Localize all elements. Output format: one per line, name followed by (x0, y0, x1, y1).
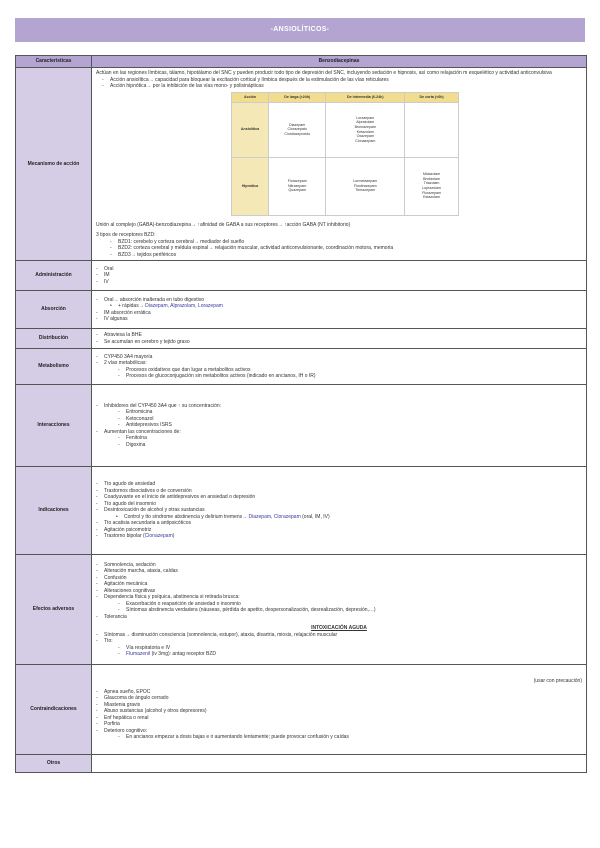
list-item: - Tolerancia (96, 614, 582, 621)
header-characteristics: Características (16, 56, 92, 68)
list-item (96, 507, 582, 520)
list-item: - Tto acatisia secundaria a antipsicóticos (96, 520, 582, 527)
bz-row-ansiolitica (232, 102, 459, 157)
rapidas-prefix: + rápidas→ (118, 303, 146, 309)
document-title-banner: -ANSIOLÍTICOS- (15, 18, 585, 42)
list-item (96, 297, 582, 310)
control-drugs: Diazepam, Clorazepam (248, 513, 301, 520)
absorcion-oral: Oral→ absorción inalterada en tubo digestivo (104, 296, 205, 303)
list-item (96, 728, 582, 741)
list-item: - Porfiria (96, 721, 582, 728)
list-item (96, 638, 582, 658)
list-item: - IV (96, 279, 582, 286)
bz-cell-corta: Midazolam Brotizolam Triazolam Loprazolam Flurazepam Estazolam (405, 157, 459, 215)
row-indicaciones (16, 467, 587, 555)
list-item: - Atraviesa la BHE (96, 332, 582, 339)
list-item: - Alteraciones cognitivas (96, 588, 582, 595)
list-item: - Eritromicina (118, 409, 582, 416)
bz-cell-larga: Flurazepam Nitrazepam Quazepam (269, 157, 326, 215)
list-item: - Tto agudo del insomnio (96, 501, 582, 508)
bipolar-drug: Clonazepam (144, 533, 173, 540)
bz-cell-corta (405, 102, 459, 157)
list-item: - Procesos de glucoconjugación sin metabolitos activos (indicado en ancianos, IH o IR) (118, 373, 582, 380)
content-otros (92, 755, 587, 773)
flumazenil: Flumazenil (126, 651, 151, 657)
list-item: - Agitación psicomotriz (96, 527, 582, 534)
content-contraindicaciones (92, 665, 587, 755)
label-administracion: Administración (16, 261, 92, 291)
list-item: - Agitación mecánica (96, 581, 582, 588)
label-metabolismo: Metabolismo (16, 349, 92, 385)
dependencia: Dependencia física y psíquica, abstinencia si retirada brusca: (104, 594, 240, 600)
list-item: - Procesos oxidativos que dan lugar a metabolitos activos (118, 367, 582, 374)
control-suffix: (oral, IM, IV) (300, 513, 330, 520)
bipolar-suffix: ) (172, 533, 175, 540)
row-mecanismo (16, 68, 587, 261)
inhibidores: Inhibidores del CYP450 3A4 que ↑ su concentración: (104, 402, 222, 409)
list-item: - IV algunas (96, 316, 582, 323)
benzodiazepine-duration-table (231, 92, 459, 216)
list-item: - Síntomas→ disminución consciencia (somnolencia, estupor), ataxia, disartria, miosis, relajación muscular (96, 632, 582, 639)
acciones-list (96, 77, 582, 90)
deterioro: Deterioro cognitivo: (104, 727, 148, 734)
mecanismo-intro: Actúan en las regiones límbicas, tálamo, hipotálamo del SNC y pueden producir todo tipo de depresión del SNC, incluyendo sedación e hipnosis, así como relajación m esquelético y actividad anticonvulsiva (96, 70, 552, 76)
contraindicaciones-note: (usar con precaución) (533, 678, 582, 685)
list-item: - IM (96, 272, 582, 279)
list-item: - Confusión (96, 575, 582, 582)
table-header-row (16, 56, 587, 68)
content-absorcion (92, 291, 587, 329)
list-item: - Trastornos disociativos o de conversión (96, 488, 582, 495)
content-indicaciones (92, 467, 587, 555)
mecanismo-union: Unión al complejo (GABA)-benzodiazepina→ ↑afinidad de GABA a sus receptores→ ↑acción GABA (NT inhibitorio) (96, 221, 351, 228)
list-item: - Enf hepática o renal (96, 715, 582, 722)
list-item: - Se acumulan en cerebro y tejido graso (96, 339, 582, 346)
list-item: - BZD1: cerebelo y corteza cerebral→ mediador del sueño (110, 239, 582, 246)
receptores-title: 3 tipos de receptores BZD: (96, 232, 156, 238)
label-mecanismo: Mecanismo de acción (16, 68, 92, 261)
list-item: - Fenitoína (118, 435, 582, 442)
list-item: - Digoxina (118, 442, 582, 449)
bipolar-prefix: Trastorno bipolar ( (104, 533, 145, 540)
list-item: - Apnea sueño, EPOC (96, 689, 582, 696)
label-contraindicaciones: Contraindicaciones (16, 665, 92, 755)
list-item: - Ketoconazol (118, 416, 582, 423)
row-administracion (16, 261, 587, 291)
list-item: - Alteración marcha, ataxia, caídas (96, 568, 582, 575)
list-item: - BZD2: corteza cerebral y médula espinal→ relajación muscular, actividad anticonvulsionante, coordinación motora, memoria (110, 245, 582, 252)
list-item: - Acción hipnótica→ por la inhibición de las vías mono- y polisinápticas (102, 83, 582, 90)
tto: Tto: (104, 638, 113, 644)
label-distribucion: Distribución (16, 329, 92, 349)
bz-cell-intermedia: Lorazepam Alprazolam Bromazepam Ketazolam Oxazepam Clonazepam (326, 102, 405, 157)
list-item: - Acción ansiolítica→ capacidad para bloquear la excitación cortical y límbica después de la estimulación de las vías reticulares (102, 77, 582, 84)
content-mecanismo (92, 68, 587, 261)
flumazenil-suffix: (iv 3mg): antag receptor BZD (150, 651, 217, 657)
bz-cell-larga: Diazepam Clorazepato Clordiazepóxido (269, 102, 326, 157)
bz-cell-accion: Ansiolítica (232, 102, 269, 157)
bz-cell-intermedia: Lormetazepam Flunitrazepam Temazepam (326, 157, 405, 215)
list-item: - En ancianos empezar a dosis bajas e ir aumentando lentamente; puede provocar confusión y caídas (118, 734, 582, 741)
list-item: - BZD3→ tejidos periféricos (110, 252, 582, 259)
row-distribucion (16, 329, 587, 349)
list-item: - Miastenia gravis (96, 702, 582, 709)
list-item: - Somnolencia, sedación (96, 562, 582, 569)
list-item: - Abuso sustancias (alcohol y otros depresores) (96, 708, 582, 715)
row-interacciones (16, 385, 587, 467)
control-prefix: Control y tto síndrome abstinencia y delirium tremens→ (124, 513, 249, 520)
list-item (96, 403, 582, 429)
row-contraindicaciones (16, 665, 587, 755)
content-efectos (92, 555, 587, 665)
bz-header-larga: De larga (>24h) (269, 92, 326, 102)
list-item: - Oral (96, 266, 582, 273)
content-metabolismo (92, 349, 587, 385)
rapidas-drugs: Diazepam, Alprazolam, Lorazepam (145, 303, 223, 309)
label-absorcion: Absorción (16, 291, 92, 329)
header-benzodiazepines: Benzodiacepinas (92, 56, 587, 68)
list-item (118, 651, 582, 658)
list-item: - Antidepresivos ISRS (118, 422, 582, 429)
row-metabolismo (16, 349, 587, 385)
bz-table-header (232, 92, 459, 102)
vias-metabolicas: 2 vías metabólicas: (104, 360, 147, 366)
row-otros (16, 755, 587, 773)
list-item: - Tto agudo de ansiedad (96, 481, 582, 488)
row-absorcion (16, 291, 587, 329)
bz-row-hipnotica (232, 157, 459, 215)
aumentan: Aumentan las concentraciones de: (104, 428, 181, 435)
list-item: - CYP450 3A4 mayoría (96, 354, 582, 361)
desintoxicacion: Desintoxicación de alcohol y otras sustancias (104, 507, 205, 514)
list-item (96, 533, 582, 540)
intoxicacion-title: INTOXICACIÓN AGUDA (311, 625, 367, 631)
list-item: - Vía respiratoria e IV (118, 645, 582, 652)
list-item: - IM absorción errática (96, 310, 582, 317)
list-item: - Exacerbación o reaparición de ansiedad o insomnio (118, 601, 582, 608)
list-item: - Síntomas abstinencia verdadera (náuseas, pérdida de apetito, despersonalización, desrealización, depresión,…) (118, 607, 582, 614)
list-item (96, 360, 582, 380)
bz-header-accion: Acción (232, 92, 269, 102)
characteristics-table (15, 55, 587, 773)
content-interacciones (92, 385, 587, 467)
content-distribucion (92, 329, 587, 349)
label-otros: Otros (16, 755, 92, 773)
bz-cell-accion: Hipnótica (232, 157, 269, 215)
label-interacciones: Interacciones (16, 385, 92, 467)
label-efectos: Efectos adversos (16, 555, 92, 665)
bz-header-intermedia: De intermedia (6-24h) (326, 92, 405, 102)
label-indicaciones: Indicaciones (16, 467, 92, 555)
list-item: - Glaucoma de ángulo cerrado (96, 695, 582, 702)
row-efectos (16, 555, 587, 665)
list-item: - Coadyuvante en el inicio de antidepresivos en ansiedad o depresión (96, 494, 582, 501)
list-item (96, 429, 582, 449)
bz-header-corta: De corta (<6h) (405, 92, 459, 102)
content-administracion (92, 261, 587, 291)
list-item (96, 594, 582, 614)
receptores-list (96, 239, 582, 259)
